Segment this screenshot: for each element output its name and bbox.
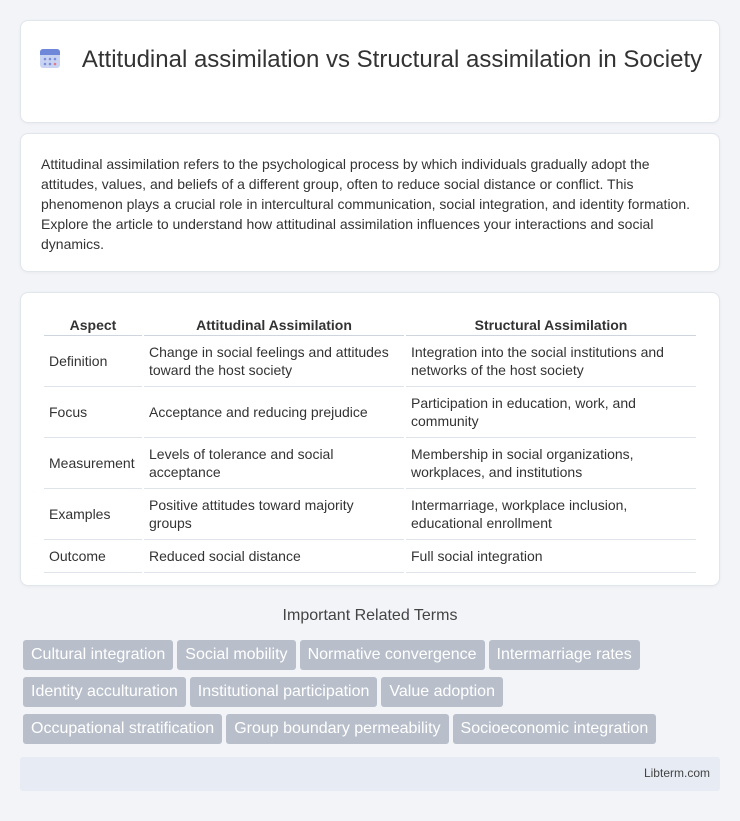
table-row bbox=[44, 438, 696, 489]
header-structural: Structural Assimilation bbox=[406, 313, 696, 336]
cell-aspect: Measurement bbox=[44, 438, 142, 489]
related-terms-heading: Important Related Terms bbox=[282, 607, 458, 624]
tag-identity-acculturation[interactable]: Identity acculturation bbox=[23, 677, 186, 707]
tag-row bbox=[23, 677, 723, 714]
table-row bbox=[44, 387, 696, 438]
page-title: Attitudinal assimilation vs Structural assimilation in Society bbox=[81, 46, 703, 73]
cell-attitudinal: Positive attitudes toward majority groups bbox=[144, 489, 404, 540]
cell-attitudinal: Acceptance and reducing prejudice bbox=[144, 387, 404, 438]
header-aspect: Aspect bbox=[44, 313, 142, 336]
page-title-wrap bbox=[21, 45, 719, 75]
intro-paragraph: Attitudinal assimilation refers to the psychological process by which individuals gradually adopt the attitudes, values, and beliefs of a different group, often to reduce social distance or conflict. This phenomenon plays a crucial role in intercultural communication, social integration, and identity formation. Explore the article to understand how attitudinal assimilation influences your interactions and social dynamics. bbox=[41, 156, 691, 252]
cell-aspect: Definition bbox=[44, 336, 142, 387]
related-terms-tags bbox=[23, 640, 723, 751]
cell-aspect: Outcome bbox=[44, 540, 142, 573]
tag-socioeconomic-integration[interactable]: Socioeconomic integration bbox=[453, 714, 657, 744]
intro-card bbox=[20, 133, 720, 272]
table-header-row bbox=[44, 313, 696, 336]
comparison-table bbox=[42, 313, 698, 573]
comparison-card bbox=[20, 292, 720, 586]
cell-attitudinal: Reduced social distance bbox=[144, 540, 404, 573]
cell-structural: Participation in education, work, and community bbox=[406, 387, 696, 438]
cell-aspect: Focus bbox=[44, 387, 142, 438]
tag-social-mobility[interactable]: Social mobility bbox=[177, 640, 295, 670]
header-attitudinal: Attitudinal Assimilation bbox=[144, 313, 404, 336]
tag-normative-convergence[interactable]: Normative convergence bbox=[300, 640, 485, 670]
table-row bbox=[44, 336, 696, 387]
cell-aspect: Examples bbox=[44, 489, 142, 540]
cell-attitudinal: Change in social feelings and attitudes toward the host society bbox=[144, 336, 404, 387]
tag-row bbox=[23, 640, 723, 677]
cell-structural: Membership in social organizations, workplaces, and institutions bbox=[406, 438, 696, 489]
tag-intermarriage-rates[interactable]: Intermarriage rates bbox=[489, 640, 640, 670]
footer bbox=[20, 757, 720, 791]
cell-structural: Full social integration bbox=[406, 540, 696, 573]
tag-cultural-integration[interactable]: Cultural integration bbox=[23, 640, 173, 670]
tag-institutional-participation[interactable]: Institutional participation bbox=[190, 677, 378, 707]
title-card bbox=[20, 20, 720, 123]
table-row bbox=[44, 489, 696, 540]
cell-attitudinal: Levels of tolerance and social acceptance bbox=[144, 438, 404, 489]
tag-value-adoption[interactable]: Value adoption bbox=[381, 677, 503, 707]
tag-row bbox=[23, 714, 723, 751]
footer-brand[interactable]: Libterm.com bbox=[643, 766, 710, 780]
calendar-icon bbox=[38, 46, 62, 70]
tag-occupational-stratification[interactable]: Occupational stratification bbox=[23, 714, 222, 744]
tag-group-boundary-permeability[interactable]: Group boundary permeability bbox=[226, 714, 448, 744]
cell-structural: Integration into the social institutions and networks of the host society bbox=[406, 336, 696, 387]
cell-structural: Intermarriage, workplace inclusion, educational enrollment bbox=[406, 489, 696, 540]
table-row bbox=[44, 540, 696, 573]
